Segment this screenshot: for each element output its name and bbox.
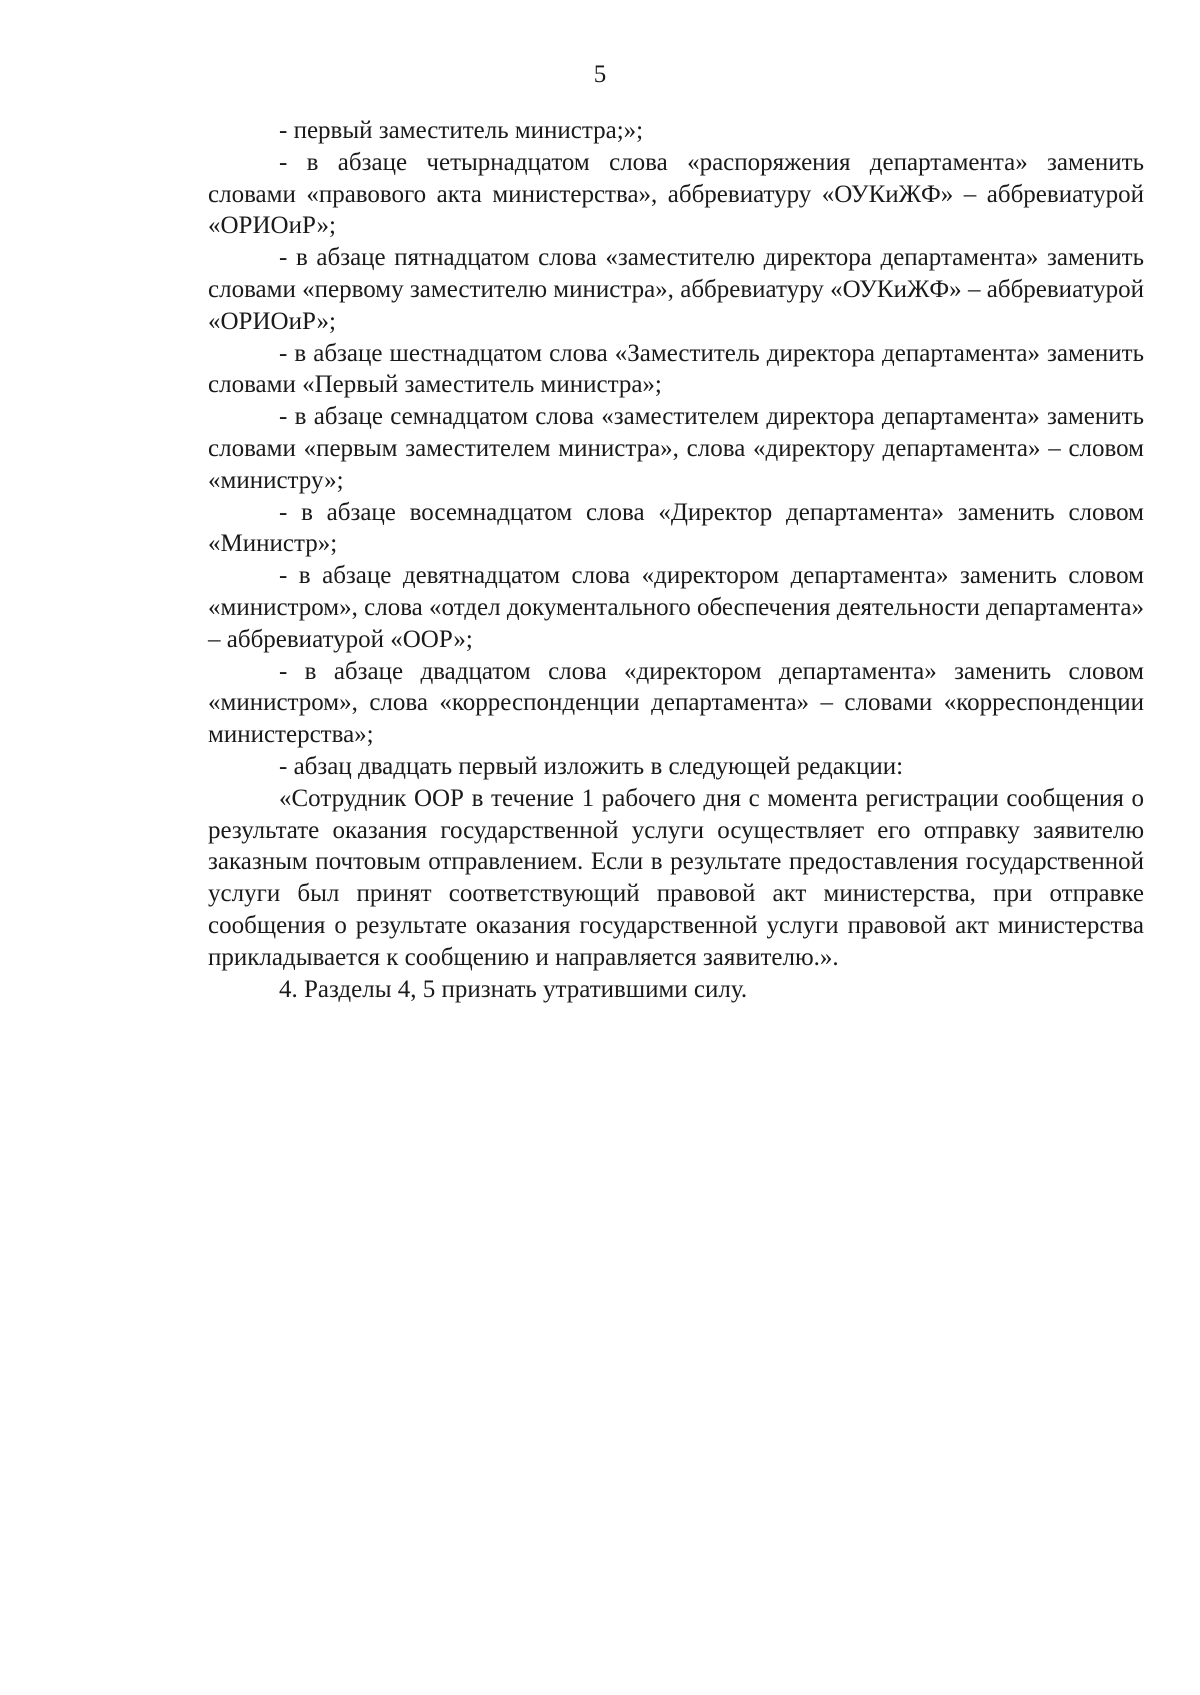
- paragraph-item-4: 4. Разделы 4, 5 признать утратившими силу.: [279, 975, 748, 1003]
- paragraph-amend-17: - в абзаце семнадцатом слова «заместителем директора департамента» заменить словами «первым заместителем министра», слова «директору департамента» – словом «министру»;: [208, 403, 1144, 494]
- paragraph-amend-20: - в абзаце двадцатом слова «директором департамента» заменить словом «министром», слова «корреспонденции департамента» – словами «корреспонденции министерства»;: [208, 657, 1144, 749]
- paragraph-amend-21-text: «Сотрудник ООР в течение 1 рабочего дня с момента регистрации сообщения о результате оказания государственной услуги осуществляет его отправку заявителю заказным почтовым отправлением. Если в результате предоставления государственной услуги был принят соответствующий правовой акт министерства, при отправке сообщения о результате оказания государственной услуги правовой акт министерства прикладывается к сообщению и направляется заявителю.».: [208, 784, 1144, 971]
- paragraph-amend-16: - в абзаце шестнадцатом слова «Заместитель директора департамента» заменить словами «Первый заместитель министра»;: [208, 339, 1144, 399]
- paragraph-amend-21-intro: - абзац двадцать первый изложить в следующей редакции:: [279, 752, 904, 780]
- paragraph-amend-15: - в абзаце пятнадцатом слова «заместителю директора департамента» заменить словами «первому заместителю министра», аббревиатуру «ОУКиЖФ» – аббревиатурой «ОРИОиР»;: [208, 244, 1144, 335]
- page-number: 5: [593, 61, 607, 88]
- paragraph-amend-19: - в абзаце девятнадцатом слова «директором департамента» заменить словом «министром», слова «отдел документального обеспечения деятельности департамента» – аббревиатурой «ООР»;: [208, 562, 1144, 653]
- paragraph-amend-14: - в абзаце четырнадцатом слова «распоряжения департамента» заменить словами «правового акта министерства», аббревиатуру «ОУКиЖФ» – аббревиатурой «ОРИОиР»;: [208, 148, 1144, 240]
- paragraph-amend-18: - в абзаце восемнадцатом слова «Директор департамента» заменить словом «Министр»;: [208, 498, 1144, 558]
- paragraph-first-deputy: - первый заместитель министра;»;: [279, 117, 644, 144]
- document-body: [208, 115, 1144, 1005]
